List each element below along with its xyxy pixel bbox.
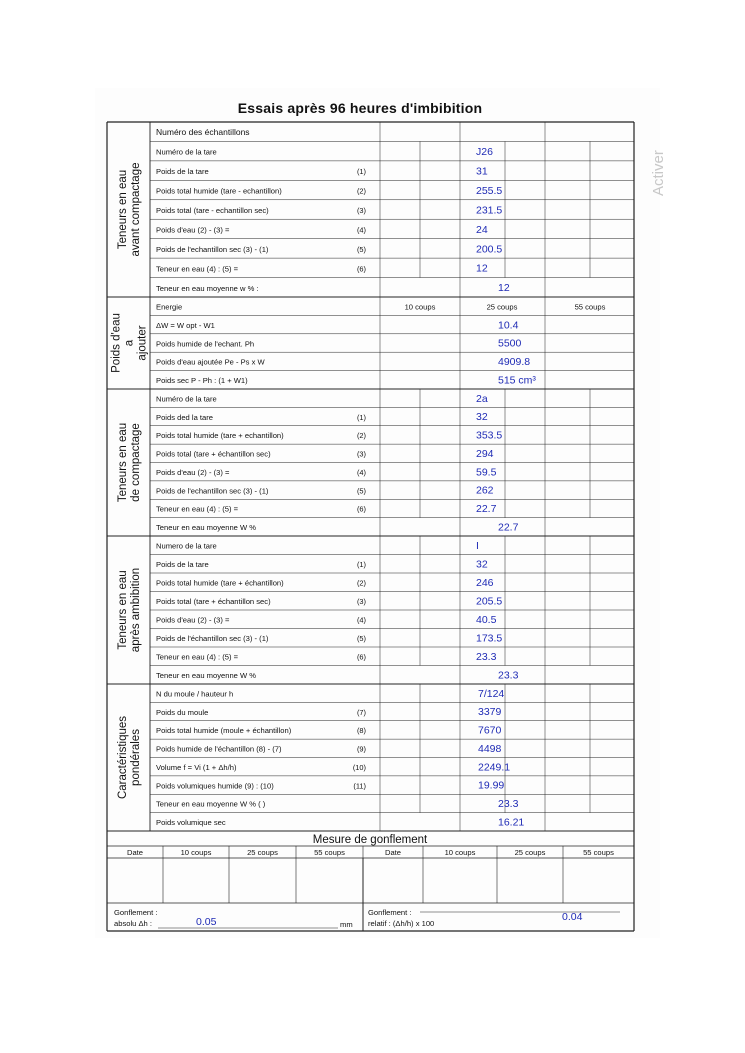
swelling-header: 55 coups xyxy=(314,848,345,857)
gonflement-absolu-sub: absolu Δh : xyxy=(114,919,153,928)
row-number: (3) xyxy=(356,206,366,215)
row-label: Poids de l'echantillon sec (3) - (1) xyxy=(156,486,269,496)
row-label: Poids de la tare xyxy=(156,167,209,177)
row-label: Teneur en eau (4) : (5) = xyxy=(156,264,239,274)
section-label: pondérales xyxy=(130,729,142,786)
value-cell: 16.21 xyxy=(498,816,525,829)
value-cell: 12 xyxy=(498,282,510,295)
row-label: Poids volumiques humide (9) : (10) xyxy=(156,781,274,791)
row-label: Teneur en eau moyenne w % : xyxy=(156,283,259,293)
value-cell: 23.3 xyxy=(476,650,497,663)
gonflement-absolu-unit: mm xyxy=(340,920,353,929)
value-cell: 294 xyxy=(476,447,494,460)
value-cell: 19.99 xyxy=(478,779,505,792)
row-label: Poids total humide (tare - echantillon) xyxy=(156,186,282,196)
row-number: (2) xyxy=(356,186,366,196)
row-number: (9) xyxy=(356,744,366,754)
row-number: (1) xyxy=(356,560,366,570)
row-label: Numéro des échantillons xyxy=(156,127,250,138)
watermark-text: Activer xyxy=(650,150,667,196)
value-cell: 7/124 xyxy=(478,687,505,700)
row-label: Poids de la tare xyxy=(156,560,209,570)
gonflement-relatif-value: 0.04 xyxy=(562,911,583,923)
row-label: Numero de la tare xyxy=(156,541,217,551)
row-number: (5) xyxy=(356,244,366,254)
row-label: Teneur en eau moyenne W % xyxy=(156,523,257,533)
row-number: (5) xyxy=(356,486,366,496)
row-label: Poids total (tare - echantillon sec) xyxy=(156,206,269,215)
value-cell: 2a xyxy=(476,392,488,405)
value-cell: 10.4 xyxy=(498,319,519,332)
value-cell: 7670 xyxy=(478,724,502,737)
energy-55-coups: 55 coups xyxy=(574,302,606,312)
value-cell: 5500 xyxy=(498,337,522,350)
gonflement-absolu-value: 0.05 xyxy=(196,916,217,928)
row-label: Poids total humide (tare + echantillon) xyxy=(156,431,284,441)
energy-25-coups: 25 coups xyxy=(486,302,518,312)
value-cell: 3379 xyxy=(478,706,502,719)
row-number: (6) xyxy=(356,264,366,274)
row-number: (1) xyxy=(356,412,366,422)
row-label: Poids total (tare + échantillon sec) xyxy=(156,597,271,607)
row-label: Poids d'eau (2) - (3) = xyxy=(156,225,230,235)
swelling-title: Mesure de gonflement xyxy=(312,834,428,846)
row-number: (11) xyxy=(353,781,366,791)
row-number: (4) xyxy=(356,225,366,235)
row-label: Poids total humide (tare + échantillon) xyxy=(156,578,284,588)
row-label: Poids de l'échantillon sec (3) - (1) xyxy=(156,634,269,644)
row-label: Teneur en eau (4) : (5) = xyxy=(156,504,239,514)
value-cell: 23.3 xyxy=(498,669,519,682)
section-label: Teneurs en eau xyxy=(117,570,129,650)
gonflement-relatif-label: Gonflement : xyxy=(368,908,412,917)
row-label: Teneur en eau moyenne W % ( ) xyxy=(156,799,266,809)
row-label: Poids d'eau ajoutée Pe - Ps x W xyxy=(156,357,265,367)
value-cell: 515 cm³ xyxy=(498,374,536,387)
value-cell: 255.5 xyxy=(476,184,503,197)
row-number: (3) xyxy=(356,597,366,607)
row-number: (2) xyxy=(356,431,366,441)
swelling-header: 10 coups xyxy=(180,848,212,857)
row-number: (7) xyxy=(356,707,366,717)
value-cell: 200.5 xyxy=(476,243,503,256)
gonflement-absolu-label: Gonflement : xyxy=(114,908,158,917)
value-cell: 246 xyxy=(476,576,494,589)
value-cell: 32 xyxy=(476,558,488,571)
swelling-header: 55 coups xyxy=(583,848,614,857)
energy-10-coups: 10 coups xyxy=(404,302,436,312)
table-texts xyxy=(111,127,615,929)
section-label: Poids d'eau xyxy=(110,313,123,373)
row-number: (6) xyxy=(356,652,366,662)
row-label: Poids total (tare + échantillon sec) xyxy=(156,449,271,459)
section-label: a xyxy=(123,339,136,347)
value-cell: 4909.8 xyxy=(498,356,531,369)
row-label: Teneur en eau moyenne W % xyxy=(156,671,257,681)
value-cell: J26 xyxy=(476,146,493,159)
value-cell: 31 xyxy=(476,165,488,178)
row-number: (3) xyxy=(356,449,366,459)
row-label: Numéro de la tare xyxy=(156,147,217,157)
row-label: Energie xyxy=(156,302,183,312)
row-label: Poids total humide (moule + échantillon) xyxy=(156,726,292,736)
row-label: Poids d'eau (2) - (3) = xyxy=(156,615,230,625)
value-cell: 262 xyxy=(476,484,494,497)
row-number: (4) xyxy=(356,467,366,477)
row-number: (1) xyxy=(356,167,366,177)
value-cell: 2249.1 xyxy=(478,761,511,774)
row-label: Poids sec P - Ph : (1 + W1) xyxy=(156,376,248,386)
row-number: (5) xyxy=(356,634,366,644)
value-cell: I xyxy=(476,539,479,552)
section-label: de compactage xyxy=(130,423,142,502)
value-cell: 205.5 xyxy=(476,595,503,608)
row-label: Volume f = Vi (1 + Δh/h) xyxy=(156,762,237,772)
swelling-header: Date xyxy=(384,848,402,857)
row-label: Poids humide de l'echant. Ph xyxy=(156,339,255,349)
value-cell: 12 xyxy=(476,262,488,275)
row-label: Poids de l'echantillon sec (3) - (1) xyxy=(156,244,269,254)
section-label: Teneurs en eau xyxy=(117,422,129,503)
swelling-header: 25 coups xyxy=(514,848,546,857)
section-label: Caractéristiques xyxy=(117,715,129,800)
row-label: Numéro de la tare xyxy=(156,394,217,404)
value-cell: 22.7 xyxy=(498,521,519,534)
value-cell: 40.5 xyxy=(476,613,497,626)
row-label: Poids ded la tare xyxy=(156,412,213,422)
row-label: N du moule / hauteur h xyxy=(156,689,234,699)
section-label: ajouter xyxy=(136,325,149,361)
swelling-header: 25 coups xyxy=(247,848,278,857)
value-cell: 32 xyxy=(476,411,488,424)
section-label: Teneurs en eau xyxy=(117,169,129,250)
value-cell: 231.5 xyxy=(476,204,503,217)
page-title: Essais après 96 heures d'imbibition xyxy=(237,100,483,116)
swelling-header: 10 coups xyxy=(444,848,476,857)
row-number: (4) xyxy=(356,615,366,625)
swelling-header: Date xyxy=(126,848,144,857)
gonflement-relatif-sub: relatif : (Δh/h) x 100 xyxy=(368,919,435,928)
row-label: Poids d'eau (2) - (3) = xyxy=(156,467,230,477)
row-number: (6) xyxy=(356,504,366,514)
section-label: après ambibition xyxy=(130,567,142,653)
value-cell: 59.5 xyxy=(476,466,497,479)
row-label: Poids volumique sec xyxy=(156,818,226,828)
value-cell: 23.3 xyxy=(498,798,519,811)
row-label: Teneur en eau (4) : (5) = xyxy=(156,652,239,662)
value-cell: 24 xyxy=(476,223,488,236)
row-number: (10) xyxy=(352,762,366,772)
row-label: ΔW = W opt - W1 xyxy=(156,320,215,330)
value-cell: 4498 xyxy=(478,742,502,755)
row-label: Poids du moule xyxy=(156,707,209,717)
section-label: avant compactage xyxy=(130,162,142,257)
row-label: Poids humide de l'échantillon (8) - (7) xyxy=(156,744,282,754)
row-number: (8) xyxy=(356,726,366,736)
value-cell: 22.7 xyxy=(476,503,497,516)
value-cell: 173.5 xyxy=(476,632,503,645)
row-number: (2) xyxy=(356,578,366,588)
value-cell: 353.5 xyxy=(476,429,503,442)
